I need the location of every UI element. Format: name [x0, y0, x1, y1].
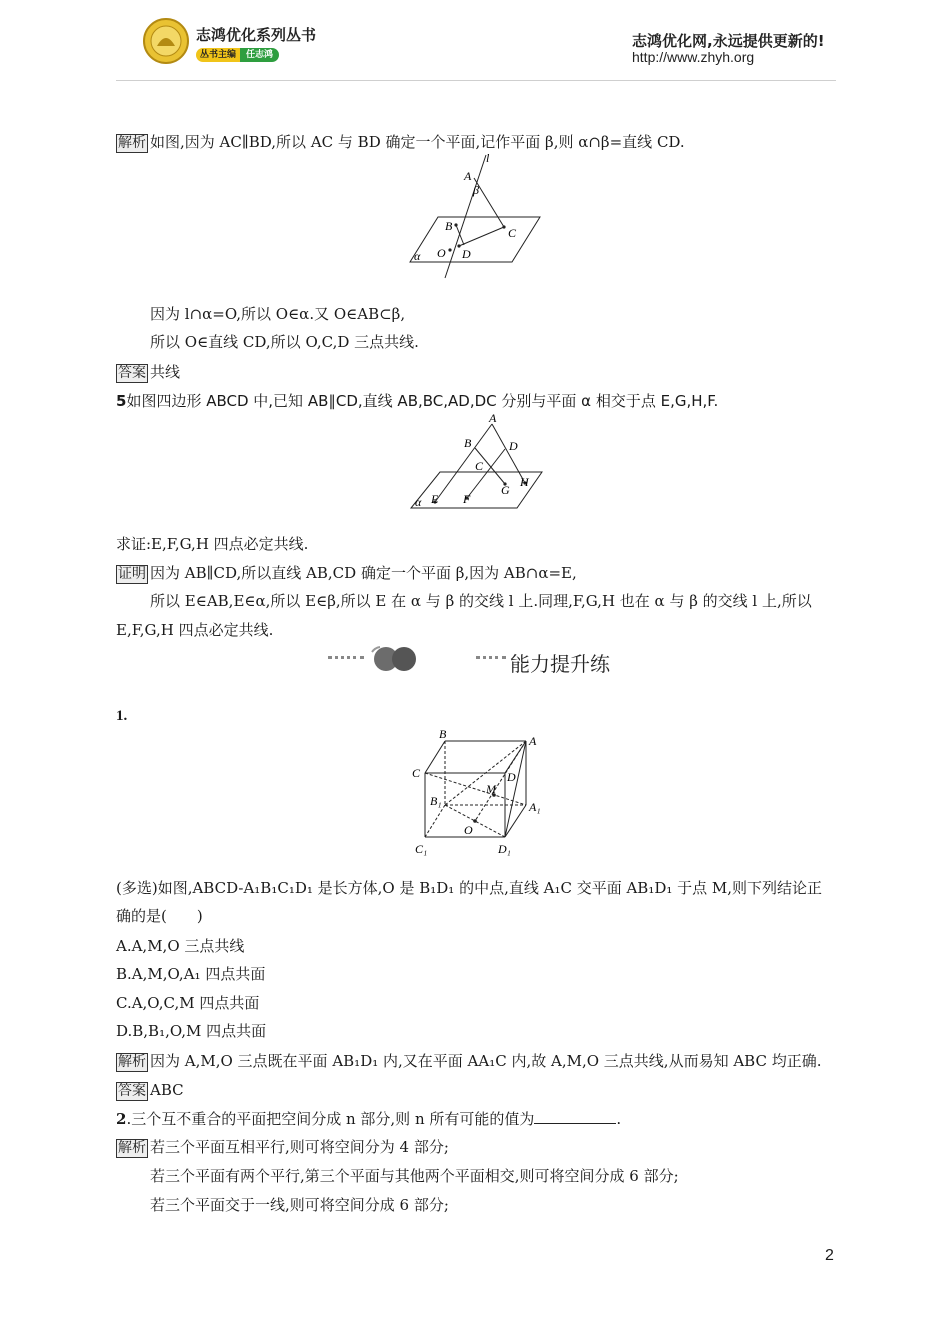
analysis-label: 解析 [118, 1140, 146, 1156]
p2-stem-text: .三个互不重合的平面把空间分成 n 部分,则 n 所有可能的值为 [126, 1110, 535, 1128]
section-circles-icon [368, 644, 422, 674]
analysis-label: 解析 [118, 135, 146, 151]
answer-label: 答案 [118, 1083, 146, 1099]
header-divider [116, 80, 836, 81]
header-slogan: 志鸿优化网,永远提供更新的! [632, 32, 825, 50]
p1-cuboid-figure [405, 725, 550, 860]
q5-label-B: B [464, 436, 472, 450]
p1-analysis-text: 因为 A,M,O 三点既在平面 AB₁D₁ 内,又在平面 AA₁C 内,故 A,M,O 三点共线,从而易知 ABC 均正确. [150, 1052, 822, 1070]
p1-option-d: D.B,B₁,O,M 四点共面 [116, 1022, 267, 1040]
q5-stem [116, 391, 718, 411]
p1-answer [116, 1080, 184, 1101]
q4-label-O: O [437, 246, 446, 260]
q5-figure [405, 410, 545, 515]
p2-analysis-1: 若三个平面互相平行,则可将空间分为 4 部分; [150, 1138, 449, 1156]
p1-label-M: M [486, 782, 496, 796]
section-heading [326, 644, 646, 678]
analysis-label: 解析 [118, 1054, 146, 1070]
p1-option-b: B.A,M,O,A₁ 四点共面 [116, 965, 266, 983]
p2-answer-blank[interactable] [534, 1109, 616, 1124]
header-url[interactable]: http://www.zhyh.org [632, 49, 755, 65]
q5-stem-text: 如图四边形 ABCD 中,已知 AB∥CD,直线 AB,BC,AD,DC 分别与平面 α 相交于点 E,G,H,F. [126, 392, 719, 410]
p2-stem-end: . [616, 1110, 622, 1128]
logo-emblem-icon [143, 18, 189, 64]
q4-seg-DC [459, 227, 504, 246]
q5-label-C: C [475, 459, 484, 473]
p1-edge-B1C1-dashed [425, 805, 445, 837]
q4-point-O [448, 248, 451, 251]
p1-option-a: A.A,M,O 三点共线 [116, 937, 245, 955]
p1-stem-a: (多选)如图,ABCD-A₁B₁C₁D₁ 是长方体,O 是 B₁D₁ 的中点,直线 A₁C 交平面 AB₁D₁ 于点 M,则下列结论正 [116, 879, 823, 897]
q4-analysis-line3: 所以 O∈直线 CD,所以 O,C,D 三点共线. [150, 333, 419, 351]
q5-proof [116, 563, 577, 584]
q4-point-D [457, 244, 460, 247]
q4-label-B: B [445, 219, 453, 233]
p1-point-O [473, 819, 477, 823]
section-dots-left [328, 656, 364, 659]
q5-label-E: E [431, 492, 439, 506]
q5-label-F: F [463, 492, 471, 506]
editor-name: 任志鸿 [240, 48, 279, 62]
q5-proof-3: E,F,G,H 四点必定共线. [116, 621, 274, 639]
q4-answer-text: 共线 [150, 363, 181, 381]
p1-label-C1: C₁ [415, 842, 428, 856]
series-title: 志鸿优化系列丛书 [196, 26, 317, 44]
q4-label-beta: β [473, 183, 479, 197]
p1-label-A: A [529, 734, 537, 748]
section-title: 能力提升练 [510, 652, 610, 676]
q4-answer [116, 362, 180, 383]
q4-label-alpha: α [414, 249, 421, 263]
page-number: 2 [825, 1247, 834, 1264]
q4-label-l: l [486, 151, 490, 165]
p1-analysis [116, 1051, 821, 1072]
q5-label-A: A [489, 411, 497, 425]
p1-label-D: D [507, 770, 516, 784]
p1-label-C: C [412, 766, 421, 780]
p1-label-B1: B₁ [430, 794, 442, 808]
q4-point-C [502, 225, 505, 228]
p1-label-B: B [439, 727, 447, 741]
q4-point-B [454, 223, 457, 226]
p1-answer-text: ABC [150, 1081, 184, 1099]
proof-label: 证明 [118, 566, 146, 582]
p2-number: 2 [116, 1110, 127, 1128]
p1-label-D1: D₁ [498, 842, 511, 856]
p1-label-O: O [464, 823, 473, 837]
editor-badge [196, 48, 279, 62]
q5-number: 5 [116, 392, 127, 410]
p2-analysis-3: 若三个平面交于一线,则可将空间分成 6 部分; [150, 1196, 449, 1214]
p1-number: 1. [116, 708, 128, 724]
q5-label-G: G [501, 483, 510, 497]
p2-stem [116, 1109, 621, 1129]
header [0, 0, 950, 80]
q4-label-C: C [508, 226, 517, 240]
p1-edge-BC [425, 741, 445, 773]
q5-line-DF [467, 449, 505, 498]
q4-label-D: D [462, 247, 471, 261]
q4-label-A: A [464, 169, 472, 183]
p1-label-A1: A₁ [529, 800, 541, 814]
q5-prove: 求证:E,F,G,H 四点必定共线. [116, 535, 309, 553]
q5-label-alpha: α [415, 495, 422, 509]
q5-label-D: D [509, 439, 518, 453]
q5-proof-1: 因为 AB∥CD,所以直线 AB,CD 确定一个平面 β,因为 AB∩α=E, [150, 564, 577, 582]
q4-analysis-text: 如图,因为 AC∥BD,所以 AC 与 BD 确定一个平面,记作平面 β,则 α∩β=直线 CD. [150, 133, 685, 151]
q5-label-H: H [520, 475, 529, 489]
p1-option-c: C.A,O,C,M 四点共面 [116, 994, 260, 1012]
p1-stem-b: 确的是( ) [116, 907, 203, 925]
answer-label: 答案 [118, 365, 146, 381]
p2-analysis-2: 若三个平面有两个平行,第三个平面与其他两个平面相交,则可将空间分成 6 部分; [150, 1167, 679, 1185]
q4-figure [400, 150, 550, 280]
section-dots-right [476, 656, 506, 659]
p2-analysis [116, 1137, 449, 1158]
q5-proof-2: 所以 E∈AB,E∈α,所以 E∈β,所以 E 在 α 与 β 的交线 l 上.同理,F,G,H 也在 α 与 β 的交线 l 上,所以 [150, 592, 812, 610]
editor-label: 丛书主编 [196, 48, 240, 62]
q4-analysis-line2: 因为 l∩α=O,所以 O∈α.又 O∈AB⊂β, [150, 305, 406, 323]
